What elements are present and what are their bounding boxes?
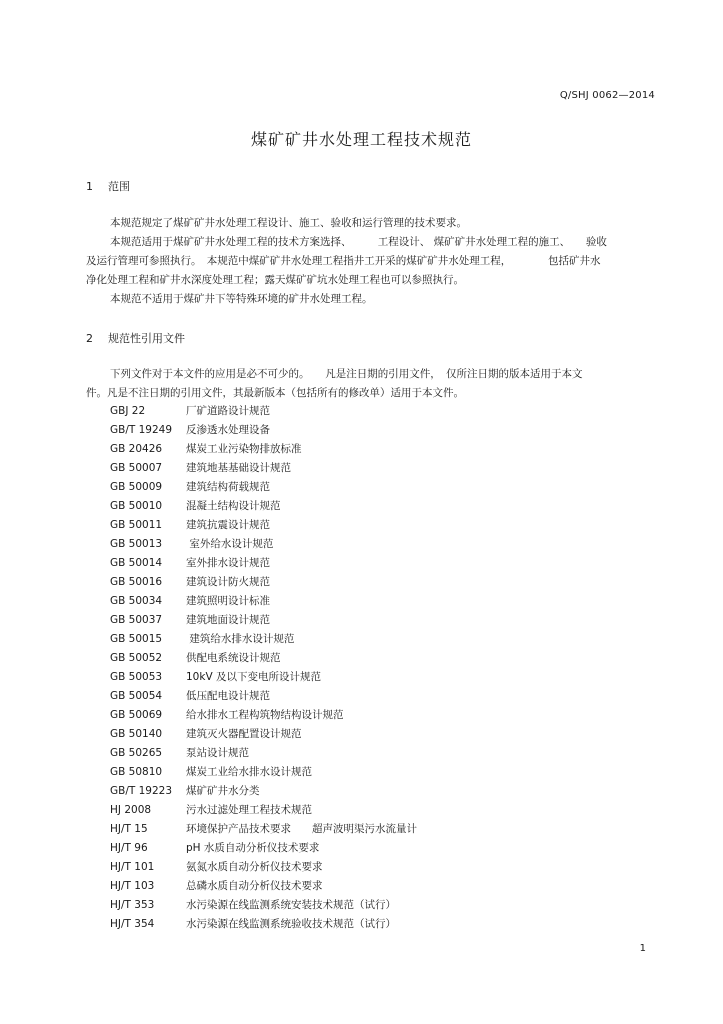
section-1-paragraph-2-line-1: 本规范适用于煤矿矿井水处理工程的技术方案选择、 工程设计、 煤矿矿井水处理工程的施工、 验收 [110,236,607,248]
reference-title: 煤炭工业给水排水设计规范 [186,766,312,778]
reference-code: GB 50013 [110,538,163,550]
reference-code: GB 50054 [110,690,163,702]
reference-code: GB 50069 [110,709,163,721]
section-2-intro-line-1: 下列文件对于本文件的应用是必不可少的。 凡是注日期的引用文件， 仅所注日期的版本适用于本文 [110,368,583,380]
reference-title: 给水排水工程构筑物结构设计规范 [186,709,344,721]
reference-item [110,497,417,516]
reference-title: 煤炭工业污染物排放标准 [186,443,302,455]
reference-title: 建筑设计防火规范 [186,576,270,588]
reference-item [110,592,417,611]
reference-code: GB 50009 [110,481,163,493]
reference-title: 建筑结构荷载规范 [186,481,270,493]
reference-item [110,402,417,421]
reference-title: 污水过滤处理工程技术规范 [186,804,312,816]
section-1-paragraph-3: 本规范不适用于煤矿井下等特殊环境的矿井水处理工程。 [110,293,373,305]
reference-item [110,839,417,858]
reference-code: GB 50052 [110,652,163,664]
section-2-number: 2 [86,332,93,345]
reference-code: GB 50014 [110,557,163,569]
reference-code: GB 50810 [110,766,163,778]
reference-item [110,877,417,896]
reference-item [110,782,417,801]
reference-title: 煤矿矿井水分类 [186,785,260,797]
reference-code: HJ/T 353 [110,899,155,911]
reference-title: 供配电系统设计规范 [186,652,281,664]
reference-item [110,668,417,687]
reference-title: 水污染源在线监测系统验收技术规范（试行） [186,918,396,930]
reference-code: GB 50037 [110,614,163,626]
reference-item [110,706,417,725]
document-code: Q/SHJ 0062—2014 [559,90,655,101]
reference-title: 建筑灭火器配置设计规范 [186,728,302,740]
reference-item [110,763,417,782]
reference-title: 10kV 及以下变电所设计规范 [186,671,321,683]
reference-code: HJ/T 101 [110,861,155,873]
section-1-title: 范围 [108,180,130,193]
reference-item [110,725,417,744]
reference-title: 泵站设计规范 [186,747,249,759]
reference-title: 建筑地面设计规范 [186,614,270,626]
section-2-intro-line-2: 件。凡是不注日期的引用文件，其最新版本（包括所有的修改单）适用于本文件。 [86,387,464,399]
reference-item [110,687,417,706]
reference-item [110,421,417,440]
reference-item [110,820,417,839]
section-2-heading [86,330,185,346]
section-1-number: 1 [86,180,93,193]
reference-list [110,402,417,934]
section-1-heading [86,178,130,194]
reference-code: HJ 2008 [110,804,152,816]
reference-item [110,440,417,459]
reference-code: GB 50140 [110,728,163,740]
reference-code: GB 50015 [110,633,163,645]
section-1-paragraph-2-line-3: 净化处理工程和矿井水深度处理工程；露天煤矿矿坑水处理工程也可以参照执行。 [86,274,464,286]
reference-item [110,535,417,554]
section-1-paragraph-1: 本规范规定了煤矿矿井水处理工程设计、施工、验收和运行管理的技术要求。 [110,217,467,229]
reference-item [110,611,417,630]
reference-title: 建筑抗震设计规范 [186,519,270,531]
reference-code: HJ/T 354 [110,918,155,930]
reference-code: GB 50016 [110,576,163,588]
reference-code: GB 50034 [110,595,163,607]
reference-title: 厂矿道路设计规范 [186,405,270,417]
reference-code: GB/T 19223 [110,785,173,797]
reference-item [110,915,417,934]
reference-title: 室外排水设计规范 [186,557,270,569]
reference-code: HJ/T 103 [110,880,155,892]
reference-code: GB 50011 [110,519,163,531]
reference-title: pH 水质自动分析仪技术要求 [186,842,320,854]
reference-item [110,573,417,592]
section-1-paragraph-2-line-2: 及运行管理可参照执行。 本规范中煤矿矿井水处理工程指井工开采的煤矿矿井水处理工程， 包括矿井水 [86,255,601,267]
reference-code: HJ/T 15 [110,823,148,835]
reference-title: 室外给水设计规范 [186,538,274,550]
reference-title: 氨氮水质自动分析仪技术要求 [186,861,323,873]
reference-code: GB 50010 [110,500,163,512]
reference-title: 建筑地基基础设计规范 [186,462,291,474]
reference-item [110,858,417,877]
reference-item [110,554,417,573]
reference-code: GB 20426 [110,443,163,455]
reference-code: GB 50007 [110,462,163,474]
reference-code: GB 50053 [110,671,163,683]
reference-title: 总磷水质自动分析仪技术要求 [186,880,323,892]
reference-title: 低压配电设计规范 [186,690,270,702]
reference-item [110,744,417,763]
reference-item [110,516,417,535]
page-number: 1 [639,943,646,954]
reference-code: HJ/T 96 [110,842,148,854]
reference-item [110,649,417,668]
reference-title: 建筑照明设计标准 [186,595,270,607]
reference-title: 水污染源在线监测系统安装技术规范（试行） [186,899,396,911]
reference-code: GBJ 22 [110,405,146,417]
reference-code: GB/T 19249 [110,424,173,436]
reference-item [110,801,417,820]
reference-item [110,459,417,478]
reference-item [110,478,417,497]
reference-code: GB 50265 [110,747,163,759]
reference-item [110,896,417,915]
reference-item [110,630,417,649]
page-title: 煤矿矿井水处理工程技术规范 [250,130,472,149]
reference-title: 混凝土结构设计规范 [186,500,281,512]
section-2-title: 规范性引用文件 [108,332,185,345]
reference-title: 环境保护产品技术要求 超声波明渠污水流量计 [186,823,417,835]
reference-title: 建筑给水排水设计规范 [186,633,295,645]
reference-title: 反渗透水处理设备 [186,424,270,436]
